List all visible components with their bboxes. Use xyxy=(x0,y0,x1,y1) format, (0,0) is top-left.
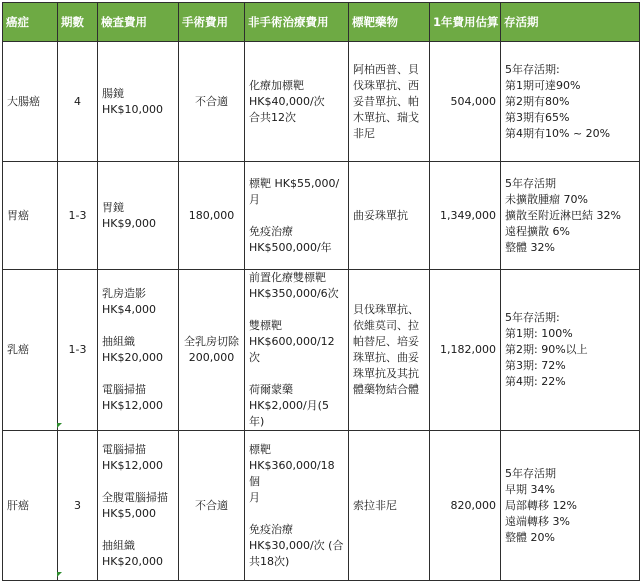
exam-item: 腸鏡 HK$10,000 xyxy=(102,86,163,116)
targeted-cell: 阿柏西普、貝伐珠單抗、西妥昔單抗、帕木單抗、瑞戈非尼 xyxy=(349,42,430,162)
survival-line: 第4期有10% ~ 20% xyxy=(505,126,611,140)
survival-line: 第3期: 72% xyxy=(505,359,566,372)
exam-cell xyxy=(98,162,179,270)
survival-line: 遠程擴散 6% xyxy=(505,224,570,238)
survival-line: 第2期有80% xyxy=(505,94,570,108)
survival-line: 5年存活期 xyxy=(505,176,556,190)
exam-item: 抽組織 HK$20,000 xyxy=(102,335,163,364)
surgery-cell: 180,000 xyxy=(179,162,245,270)
survival-cell xyxy=(501,431,640,581)
surgery-cell: 不合適 xyxy=(179,42,245,162)
stage-cell: 3 xyxy=(58,431,98,581)
survival-line: 擴散至附近淋巴結 32% xyxy=(505,208,621,222)
stage-cell: 1-3 xyxy=(58,162,98,270)
nonsurgical-item: 化療加標靶 HK$40,000/次 合共12次 xyxy=(249,78,325,124)
header-exam-cost: 檢查費用 xyxy=(98,3,179,42)
nonsurgical-item: 免疫治療 HK$500,000/年 xyxy=(249,224,332,254)
exam-item: 乳房造影 HK$4,000 xyxy=(102,287,156,316)
exam-item: 抽組織 HK$20,000 xyxy=(102,538,163,568)
nonsurgical-cell xyxy=(245,162,349,270)
targeted-cell: 曲妥珠單抗 xyxy=(349,162,430,270)
surgery-cell: 不合適 xyxy=(179,431,245,581)
header-survival: 存活期 xyxy=(501,3,640,42)
header-stage: 期數 xyxy=(58,3,98,42)
exam-item: 電腦掃描 HK$12,000 xyxy=(102,442,163,472)
annual-cell: 820,000 xyxy=(430,431,501,581)
exam-item: 胃鏡 HK$9,000 xyxy=(102,200,156,230)
cancer-cell: 大腸癌 xyxy=(3,42,58,162)
exam-item: 電腦掃描 HK$12,000 xyxy=(102,383,163,412)
table-row xyxy=(3,42,640,162)
targeted-cell: 貝伐珠單抗、依維莫司、拉帕替尼、培妥珠單抗、曲妥珠單抗及其抗體藥物結合體 xyxy=(349,270,430,431)
survival-line: 第4期: 22% xyxy=(505,375,566,388)
survival-cell xyxy=(501,162,640,270)
stage-cell: 4 xyxy=(58,42,98,162)
survival-line: 第2期: 90%以上 xyxy=(505,343,588,356)
table-row xyxy=(3,162,640,270)
header-annual-estimate: 1年費用估算 xyxy=(430,3,501,42)
targeted-cell: 索拉非尼 xyxy=(349,431,430,581)
table-row xyxy=(3,431,640,581)
exam-item: 全腹電腦掃描 HK$5,000 xyxy=(102,490,168,520)
surgery-cell: 全乳房切除 200,000 xyxy=(179,270,245,431)
nonsurgical-item: 荷爾蒙藥 HK$2,000/月(5年) xyxy=(249,383,329,428)
exam-cell xyxy=(98,270,179,431)
survival-line: 5年存活期: xyxy=(505,311,560,324)
cancer-cell: 胃癌 xyxy=(3,162,58,270)
exam-cell xyxy=(98,431,179,581)
cancer-cell: 肝癌 xyxy=(3,431,58,581)
nonsurgical-item: 標靶 HK$55,000/ 月 xyxy=(249,176,340,206)
survival-line: 5年存活期 xyxy=(505,466,556,480)
survival-line: 早期 34% xyxy=(505,482,555,496)
cell-comment-marker xyxy=(57,423,62,428)
survival-line: 局部轉移 12% xyxy=(505,498,577,512)
survival-line: 5年存活期: xyxy=(505,62,560,76)
header-row xyxy=(3,3,640,42)
header-nonsurgical-cost: 非手術治療費用 xyxy=(245,3,349,42)
nonsurgical-item: 免疫治療 HK$30,000/次 (合 共18次) xyxy=(249,522,344,568)
survival-line: 第3期有65% xyxy=(505,110,570,124)
survival-cell xyxy=(501,42,640,162)
survival-line: 整體 32% xyxy=(505,240,555,254)
header-surgery-cost: 手術費用 xyxy=(179,3,245,42)
cancer-cost-table xyxy=(2,2,640,581)
survival-line: 未擴散腫瘤 70% xyxy=(505,192,588,206)
nonsurgical-item: 雙標靶 HK$600,000/12次 xyxy=(249,319,335,364)
survival-line: 第1期可達90% xyxy=(505,78,581,92)
annual-cell: 1,349,000 xyxy=(430,162,501,270)
survival-line: 整體 20% xyxy=(505,530,555,544)
exam-cell xyxy=(98,42,179,162)
survival-line: 第1期: 100% xyxy=(505,327,573,340)
nonsurgical-item: 前置化療雙標靶 HK$350,000/6次 xyxy=(249,271,339,300)
survival-line: 遠端轉移 3% xyxy=(505,514,570,528)
nonsurgical-cell xyxy=(245,431,349,581)
header-targeted-drugs: 標靶藥物 xyxy=(349,3,430,42)
nonsurgical-cell xyxy=(245,270,349,431)
table-row xyxy=(3,270,640,431)
stage-cell: 1-3 xyxy=(58,270,98,431)
annual-cell: 1,182,000 xyxy=(430,270,501,431)
cell-comment-marker xyxy=(57,572,62,577)
header-cancer: 癌症 xyxy=(3,3,58,42)
nonsurgical-cell xyxy=(245,42,349,162)
cancer-cell: 乳癌 xyxy=(3,270,58,431)
nonsurgical-item: 標靶 HK$360,000/18個 月 xyxy=(249,442,335,504)
annual-cell: 504,000 xyxy=(430,42,501,162)
survival-cell xyxy=(501,270,640,431)
